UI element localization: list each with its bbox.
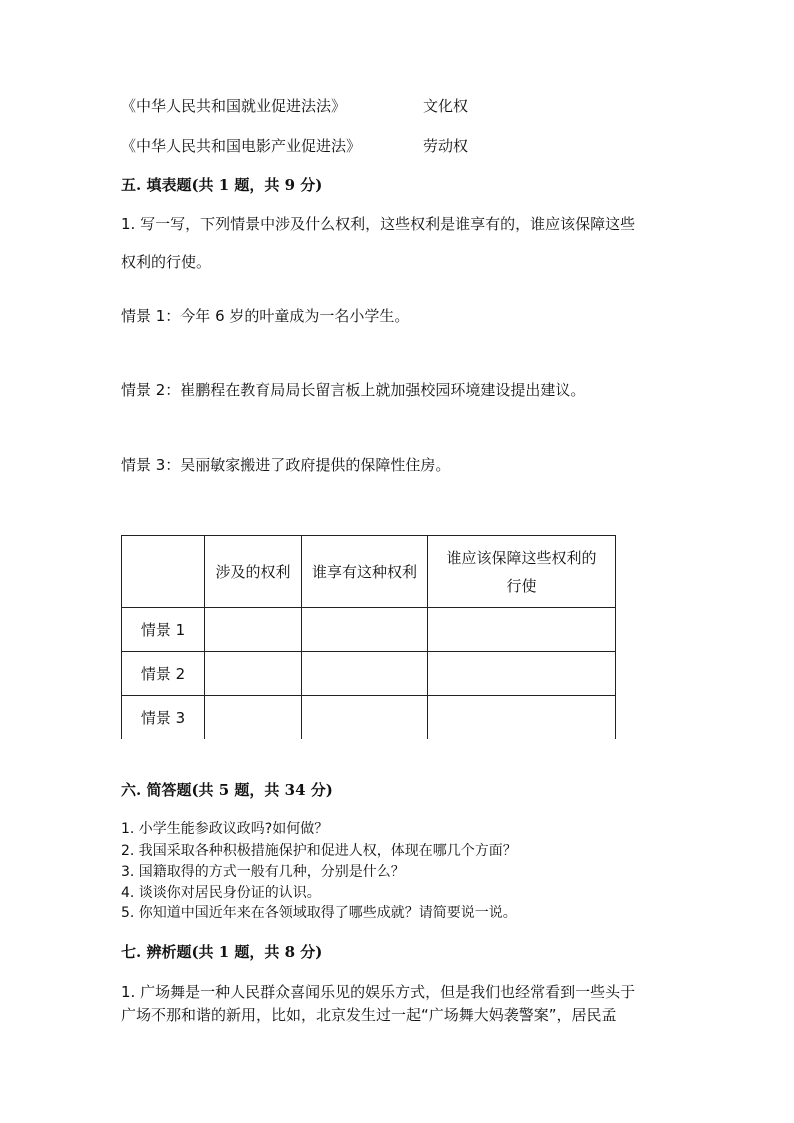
table-header-cell [428,536,616,608]
question-7-1-line1: 1. 广场舞是一种人民群众喜闻乐见的娱乐方式，但是我们也经常看到一些头于 [121,983,636,1001]
short-answer-item: 2. 我国采取各种积极措施保护和促进人权，体现在哪几个方面？ [121,843,517,859]
scenario-2: 情景 2：崔鹏程在教育局局长留言板上就加强校园环境建设提出建议。 [121,381,586,399]
short-answer-item: 3. 国籍取得的方式一般有几种，分别是什么？ [121,864,405,880]
law-item-2: 《中华人民共和国电影产业促进法》 [121,137,362,155]
table-header-cell: 谁享有这种权利 [302,536,428,608]
short-answer-item: 1. 小学生能参政议政吗?如何做？ [121,821,329,837]
answer-cell[interactable] [205,608,302,652]
row-label: 情景 1 [122,608,205,652]
table-header-row [122,536,616,608]
answer-cell[interactable] [302,696,428,740]
table-header-line: 行使 [506,576,537,595]
question-5-1-line1: 1. 写一写，下列情景中涉及什么权利，这些权利是谁享有的，谁应该保障这些 [121,215,636,233]
section-6-heading: 六. 简答题(共 5 题，共 34 分) [121,781,333,799]
table-corner-cell [122,536,205,608]
short-answer-item: 5. 你知道中国近年来在各领域取得了哪些成就？请简要说一说。 [121,905,517,921]
answer-cell[interactable] [428,652,616,696]
answer-cell[interactable] [205,652,302,696]
scenario-1: 情景 1：今年 6 岁的叶童成为一名小学生。 [121,307,410,325]
row-label: 情景 2 [122,652,205,696]
answer-cell[interactable] [302,652,428,696]
table-header-cell: 涉及的权利 [205,536,302,608]
answer-cell[interactable] [302,608,428,652]
table-row [122,696,616,740]
answer-cell[interactable] [205,696,302,740]
question-5-1-line2: 权利的行使。 [121,253,212,271]
fill-in-table [121,535,616,739]
section-5-heading: 五. 填表题(共 1 题，共 9 分) [121,176,323,194]
answer-cell[interactable] [428,608,616,652]
table-row [122,652,616,696]
row-label: 情景 3 [122,696,205,740]
scenario-3: 情景 3：吴丽敏家搬进了政府提供的保障性住房。 [121,456,451,474]
question-7-1-line2: 广场不那和谐的新用，比如，北京发生过一起“广场舞大妈袭警案”，居民孟 [121,1006,617,1024]
answer-cell[interactable] [428,696,616,740]
table-header-line: 谁应该保障这些权利的 [446,548,597,567]
table-row [122,608,616,652]
short-answer-item: 4. 谈谈你对居民身份证的认识。 [121,885,321,901]
right-item-2: 劳动权 [423,137,469,155]
section-7-heading: 七. 辨析题(共 1 题，共 8 分) [121,943,323,961]
right-item-1: 文化权 [423,97,469,115]
law-item-1: 《中华人民共和国就业促进法法》 [121,97,347,115]
